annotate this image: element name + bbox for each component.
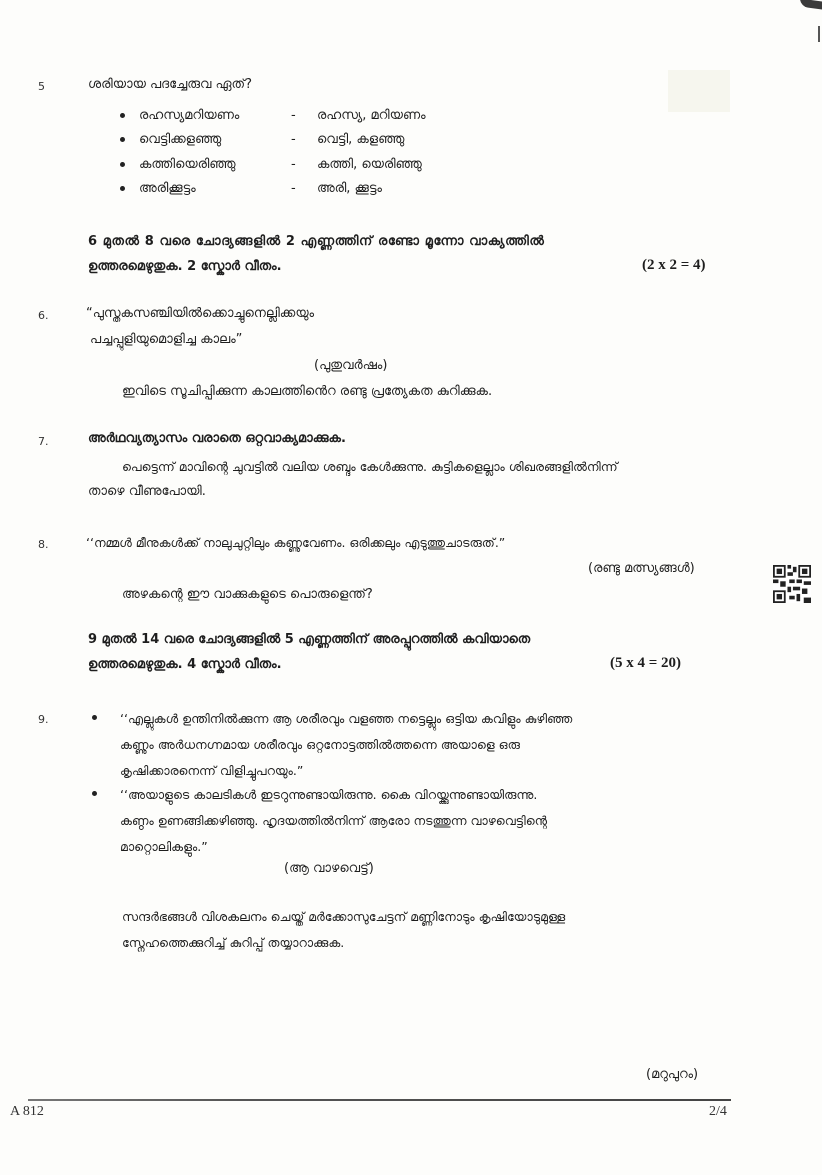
bullet-icon <box>120 162 125 167</box>
q9-bullet1-line3: കൃഷിക്കാരനെന്ന് വിളിച്ചുപറയും.” <box>120 763 304 778</box>
bullet-icon <box>92 715 97 720</box>
turn-over-note: (മറുപുറം) <box>646 1067 699 1082</box>
question-number-7: 7. <box>38 435 49 448</box>
q5-option-2: വെട്ടിക്കളഞ്ഞു - വെട്ടി, കളഞ്ഞു <box>120 128 404 152</box>
scan-smudge <box>668 70 730 112</box>
section-9-14-marks: (5 x 4 = 20) <box>610 655 682 671</box>
q9-bullet2-line3: മാറ്റൊലികളും.” <box>120 839 208 854</box>
q6-question: ഇവിടെ സൂചിപ്പിക്കുന്ന കാലത്തിൻെറ രണ്ടു പ്രത്യേകത കുറിക്കുക. <box>122 384 493 399</box>
q6-quote-line2: പച്ചപ്പുളിയുമൊളിച്ച കാലം” <box>90 332 243 347</box>
question-number-6: 6. <box>38 309 49 322</box>
q9-bullet2-line1: ‘‘അയാളുടെ കാലടികൾ ഇടറുന്നുണ്ടായിരുന്നു. കൈ വിറയ്ക്കുന്നുണ്ടായിരുന്നു. <box>120 787 538 802</box>
q9-question-line2: സ്നേഹത്തെക്കുറിച്ച് കുറിപ്പ് തയ്യാറാക്കുക. <box>122 935 345 950</box>
question-number-5: 5 <box>38 80 45 93</box>
q7-text-line2: താഴെ വീണുപോയി. <box>88 484 206 499</box>
section-6-8-marks: (2 x 2 = 4) <box>642 257 706 273</box>
section-9-14-instruction-line2: ഉത്തരമെഴുതുക. 4 സ്കോർ വീതം. <box>88 657 282 672</box>
bullet-icon <box>92 791 97 796</box>
q7-instruction: അർഥവ്യത്യാസം വരാതെ ഒറ്റവാക്യമാക്കുക. <box>88 431 346 446</box>
q5-option-1: രഹസ്യമറിയണം - രഹസ്യ, മറിയണം <box>120 104 426 128</box>
bullet-icon <box>120 113 125 118</box>
q9-bullet2-line2: കണ്ഠം ഉണങ്ങിക്കഴിഞ്ഞു. ഹൃദയത്തിൽനിന്ന് ആരോ നടത്തുന്ന വാഴവെട്ടിന്റെ <box>120 813 548 828</box>
section-6-8-instruction-line2: ഉത്തരമെഴുതുക. 2 സ്കോർ വീതം. <box>88 259 282 274</box>
q9-source: (ആ വാഴവെട്ട്) <box>284 861 374 876</box>
question-number-9: 9. <box>38 713 49 726</box>
scan-edge-mark <box>818 26 820 42</box>
footer-rule <box>28 1099 731 1101</box>
q6-quote-line1: “പുസ്തകസഞ്ചിയിൽക്കൊച്ചുനെല്ലിക്കയും <box>86 306 315 321</box>
section-6-8-instruction-line1: 6 മുതൽ 8 വരെ ചോദ്യങ്ങളിൽ 2 എണ്ണത്തിന് രണ്ടോ മൂന്നോ വാക്യത്തിൽ <box>88 234 545 249</box>
q9-bullet1-line1: ‘‘എല്ലുകൾ ഉന്തിനിൽക്കുന്ന ആ ശരീരവും വളഞ്ഞ നട്ടെല്ലും ഒട്ടിയ കവിളും കുഴിഞ്ഞ <box>120 711 573 726</box>
q5-prompt: ശരിയായ പദച്ചേരുവ ഏത്? <box>88 77 253 92</box>
q5-option-3: കത്തിയെരിഞ്ഞു - കത്തി, യെരിഞ്ഞു <box>120 153 422 177</box>
q9-bullet1-line2: കണ്ണും അർധനഗ്നമായ ശരീരവും ഒറ്റനോട്ടത്തിൽത്തന്നെ അയാളെ ഒരു <box>120 737 520 752</box>
bullet-icon <box>120 137 125 142</box>
q7-text-line1: പെട്ടെന്ന് മാവിന്റെ ചുവട്ടിൽ വലിയ ശബ്ദം കേൾക്കുന്നു. കുട്ടികളെല്ലാം ശിഖരങ്ങളിൽനിന്ന് <box>122 459 618 474</box>
question-number-8: 8. <box>38 538 49 551</box>
q8-source: (രണ്ടു മത്സ്യങ്ങൾ) <box>588 561 695 576</box>
q6-source: (പുതുവർഷം) <box>314 358 388 373</box>
q8-quote: ‘‘നമ്മൾ മീനുകൾക്ക് നാലുചുറ്റിലും കണ്ണുവേണം. ഒരിക്കലും എടുത്തുചാടരുത്.” <box>86 535 506 550</box>
bullet-icon <box>120 186 125 191</box>
paper-code: A 812 <box>10 1104 44 1119</box>
q9-question-line1: സന്ദർഭങ്ങൾ വിശകലനം ചെയ്ത് മർക്കോസുചേട്ടന് മണ്ണിനോടും കൃഷിയോടുമുള്ള <box>122 909 566 924</box>
page-number: 2/4 <box>709 1104 727 1119</box>
q5-option-4: അരിക്കൂട്ടം - അരി, ക്കൂട്ടം <box>120 177 382 201</box>
qr-code-icon <box>773 564 811 604</box>
section-9-14-instruction-line1: 9 മുതൽ 14 വരെ ചോദ്യങ്ങളിൽ 5 എണ്ണത്തിന് അരപ്പുറത്തിൽ കവിയാതെ <box>88 632 531 647</box>
q8-question: അഴകന്റെ ഈ വാക്കുകളുടെ പൊരുളെന്ത്? <box>122 587 373 602</box>
scan-corner-mark <box>800 0 822 10</box>
